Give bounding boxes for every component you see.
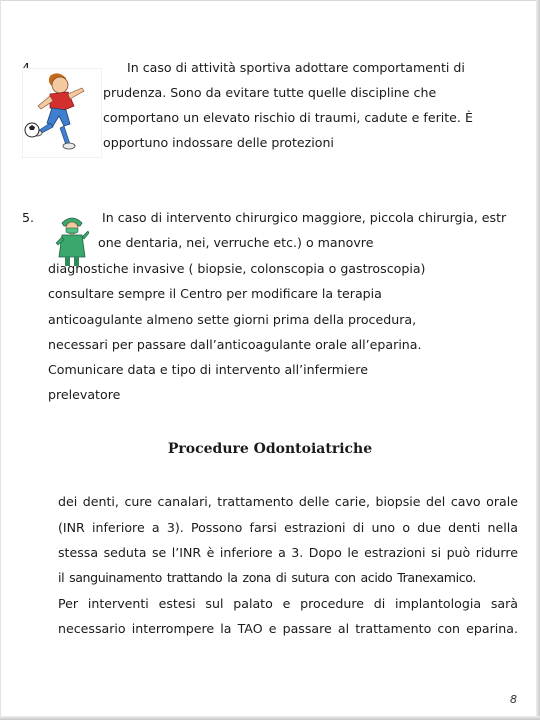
section-5-line-8: prelevatore	[48, 387, 121, 402]
soccer-player-icon	[22, 68, 102, 158]
page-border-top	[0, 0, 540, 1]
section-5-number: 5.	[22, 210, 35, 225]
section-4-line-2: prudenza. Sono da evitare tutte quelle discipline che	[103, 85, 437, 100]
page-shadow-bottom	[0, 716, 540, 720]
section-4-line-3: comportano un elevato rischio di traumi, cadute e ferite. È	[103, 110, 473, 125]
section-5-line-2: one dentaria, nei, verruche etc.) o manovre	[98, 235, 374, 250]
odonto-line-2: (INR inferiore a 3). Possono farsi estrazioni di uno o due denti nella	[58, 520, 518, 535]
odonto-line-6: necessario interrompere la TAO e passare al trattamento con eparina.	[58, 621, 518, 636]
page-number: 8	[510, 693, 517, 706]
section-heading: Procedure Odontoiatriche	[167, 441, 373, 457]
section-5-line-1: In caso di intervento chirurgico maggiore, piccola chirurgia, estr	[102, 210, 507, 225]
surgeon-icon	[54, 213, 90, 268]
section-5-line-6: necessari per passare dall’anticoagulante orale all’eparina.	[48, 337, 422, 352]
odonto-line-1: dei denti, cure canalari, trattamento delle carie, biopsie del cavo orale	[58, 494, 518, 509]
section-5-line-3: diagnostiche invasive ( biopsie, colonscopia o gastroscopia)	[48, 261, 426, 276]
section-5-line-4: consultare sempre il Centro per modificare la terapia	[48, 286, 382, 301]
page-shadow-right	[536, 0, 540, 720]
section-4-line-1: In caso di attività sportiva adottare comportamenti di	[127, 60, 465, 75]
section-5-line-5: anticoagulante almeno sette giorni prima della procedura,	[48, 312, 417, 327]
odonto-line-3: stessa seduta se l’INR è inferiore a 3. Dopo le estrazioni si può ridurre	[58, 545, 518, 560]
odonto-line-5: Per interventi estesi sul palato e procedure di implantologia sarà	[58, 596, 518, 611]
section-4-line-4: opportuno indossare delle protezioni	[103, 135, 334, 150]
odonto-line-4: il sanguinamento trattando la zona di sutura con acido Tranexamico.	[58, 570, 476, 585]
section-5-line-7: Comunicare data e tipo di intervento all’infermiere	[48, 362, 368, 377]
page-border-left	[0, 0, 1, 720]
